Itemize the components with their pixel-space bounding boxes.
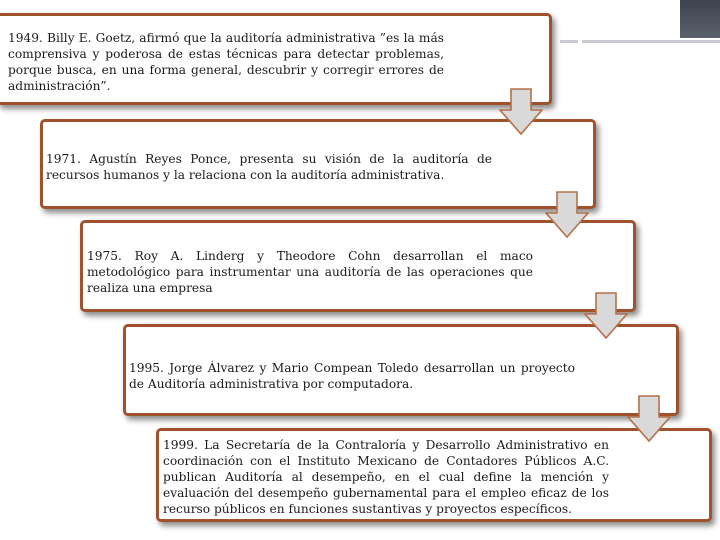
down-arrow-icon [627,395,671,443]
corner-divider [582,40,720,43]
event-text: 1971. Agustín Reyes Ponce, presenta su visión de la auditoría de recursos humanos y la relaciona con la auditoría administrativa. [46,152,492,182]
down-arrow-icon [545,191,589,239]
event-text: 1949. Billy E. Goetz, afirmó que la auditoría administrativa ”es la más comprensiva y poderosa de estas técnicas para detectar problemas, porque busca, en una forma general, descubrir y corregir errores de administración”. [8,31,444,93]
event-text: 1975. Roy A. Linderg y Theodore Cohn desarrollan el maco metodológico para instrumentar una auditoría de las operaciones que realiza una empresa [87,249,533,295]
event-text: 1995. Jorge Álvarez y Mario Compean Toledo desarrollan un proyecto de Auditoría administrativa por computadora. [129,361,575,391]
down-arrow-icon [584,292,628,340]
timeline-event-1949 [0,13,552,105]
event-text: 1999. La Secretaría de la Contraloría y Desarrollo Administrativo en coordinación con el Instituto Mexicano de Contadores Públicos A.C. publican Auditoría al desempeño, en el cual define la mención y evaluación del desempeño gubernamental para el empleo eficaz de los recurso públicos en funciones sustantivas y proyectos específicos. [163,438,609,516]
down-arrow-icon [499,88,543,136]
corner-decoration [680,0,720,38]
corner-divider [560,40,578,43]
